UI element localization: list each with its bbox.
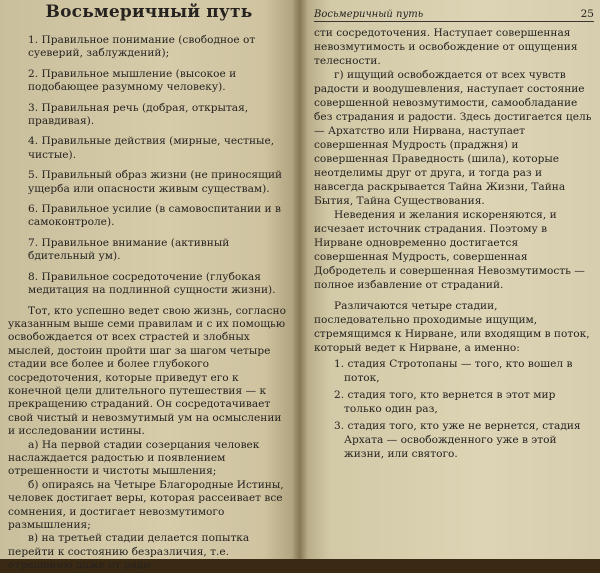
stage-b: б) опираясь на Четыре Благородные Истины, человек достигает веры, которая рассеивает все сомнения, и достигает невозмутимого размышления; — [8, 478, 284, 531]
stages-list — [314, 357, 594, 461]
path-item: 3. Правильная речь (добрая, открытая, правдивая). — [28, 101, 249, 128]
left-page — [0, 0, 300, 572]
stage-a: а) На первой стадии созерцания человек наслаждается радостью и появлением отрешенности и чистоты мышления; — [8, 438, 260, 478]
path-item: 7. Правильное внимание (активный бдительный ум). — [28, 236, 230, 263]
path-item: 4. Правильные действия (мирные, честные, чистые). — [28, 135, 275, 161]
path-item: 2. Правильное мышление (высокое и подобающее разумному человеку). — [28, 67, 237, 94]
path-item: 6. Правильное усилие (в самовоспитании и в самоконтроле). — [28, 203, 281, 229]
path-item: 1. Правильное понимание (свободное от суеверий, заблуждений); — [28, 34, 256, 60]
chapter-title: Восьмеричный путь — [45, 2, 253, 22]
right-page — [300, 0, 600, 559]
path-item: 5. Правильный образ жизни (не приносящий ущерба или опасности живым существам). — [28, 169, 283, 195]
page-number: 25 — [580, 8, 594, 20]
paragraph-nirvana: Неведения и желания искореняются, и исчезает источник страдания. Поэтому в Нирване одновременно достигается совершенная Мудрость, совершенная Добродетель и совершенная Невозмутимость — полное избавление от страданий. — [314, 209, 585, 291]
stage-item: 3. стадия того, кто уже не вернется, стадия Архата — освобожденного уже в этой жизни, или святого. — [334, 420, 581, 460]
stage-c: в) на третьей стадии делается попытка перейти к состоянию безразличия, т.е. отрешению даже от радо- — [8, 532, 250, 572]
paragraph-stages-intro: Различаются четыре стадии, последовательно проходимые ищущим, стремящимся к Нирване, или входящим в поток, который ведет к Нирване, а именно: — [314, 300, 590, 354]
running-title: Восьмеричный путь — [314, 9, 424, 20]
paragraph-continuation: сти сосредоточения. Наступает совершенная невозмутимость и освобождение от ощущения телесности. — [314, 27, 578, 67]
paragraph-concentration: Тот, кто успешно ведет свою жизнь, согласно указанным выше семи правилам и с их помощью освобождается от всех страстей и злобных мыслей, достоин пройти шаг за шагом четыре стадии все более и более глубокого сосредоточения, которые приведут его к конечной цели длительного путешествия — к прекращению страданий. Он сосредотачивает свой чистый и невозмутимый ум на осмыслении и исследовании истины. — [8, 304, 286, 438]
eightfold-path-list — [8, 34, 290, 298]
path-item: 8. Правильное сосредоточение (глубокая медитация на подлинной сущности жизни). — [28, 270, 276, 297]
spacer — [314, 292, 594, 299]
running-header — [314, 8, 594, 22]
stage-g: г) ищущий освобождается от всех чувств радости и воодушевления, наступает состояние совершенной невозмутимости, самообладание без страдания и радости. Здесь достигается цель — Архатство или Нирвана, наступает совершенная Мудрость (праджня) и совершенная Праведность (шила), которые неотделимы друг от друга, и тогда раз и навсегда раскрывается Тайна Жизни, Тайна Бытия, Тайна Существования. — [314, 69, 592, 207]
book-gutter — [292, 0, 308, 559]
stage-item: 1. стадия Стротопаны — того, кто вошел в поток, — [334, 358, 573, 384]
stage-item: 2. стадия того, кто вернется в этот мир только один раз, — [334, 389, 556, 415]
